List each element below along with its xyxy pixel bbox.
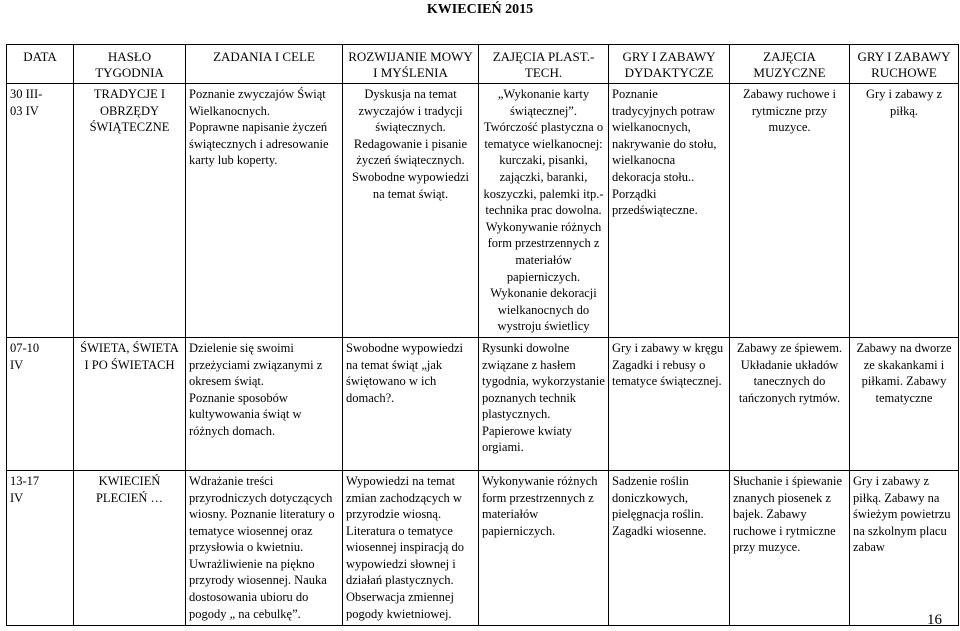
- table-row: [7, 84, 959, 338]
- music-cell: Słuchanie i śpiewanie znanych piosenek z bajek. Zabawy ruchowe i rytmiczne przy muzyce.: [730, 470, 850, 625]
- table-row: [7, 337, 959, 470]
- page-title: KWIECIEŃ 2015: [426, 2, 534, 17]
- music-cell: Zabawy ruchowe i rytmiczne przy muzyce.: [730, 84, 850, 338]
- theme-cell: ŚWIETA, ŚWIETA I PO ŚWIETACH: [74, 337, 186, 470]
- theme-cell: KWIECIEŃ PLECIEŃ …: [74, 470, 186, 625]
- movement-cell: Zabawy na dworze ze skakankami i piłkami. Zabawy tematyczne: [850, 337, 959, 470]
- speech-cell: Swobodne wypowiedzi na temat świąt „jak świętowano w ich domach?.: [343, 337, 479, 470]
- art-cell: Wykonywanie różnych form przestrzennych z materiałów papierniczych.: [479, 470, 609, 625]
- speech-cell: Dyskusja na temat zwyczajów i tradycji świątecznych. Redagowanie i pisanie życzeń świątecznych. Swobodne wypowiedzi na temat świąt.: [343, 84, 479, 338]
- art-cell: Rysunki dowolne związane z hasłem tygodnia, wykorzystanie poznanych technik plastycznych. Papierowe kwiaty orgiami.: [479, 337, 609, 470]
- speech-cell: Wypowiedzi na temat zmian zachodzących w przyrodzie wiosną. Literatura o tematyce wiosennej inspiracją do wypowiedzi słownej i działań plastycznych. Obserwacja zmiennej pogody kwietniowej.: [343, 470, 479, 625]
- movement-cell: Gry i zabawy z piłką. Zabawy na świeżym powietrzu na szkolnym placu zabaw: [850, 470, 959, 625]
- page-number: 16: [927, 612, 942, 628]
- date-cell: 13-17 IV: [7, 470, 74, 625]
- table-row: [7, 470, 959, 625]
- header-music: ZAJĘCIA MUZYCZNE: [730, 45, 850, 84]
- header-theme: HASŁO TYGODNIA: [74, 45, 186, 84]
- table-header-row: [7, 45, 959, 84]
- header-art: ZAJĘCIA PLAST.- TECH.: [479, 45, 609, 84]
- header-didactic: GRY I ZABAWY DYDAKTYCZE: [609, 45, 730, 84]
- didactic-cell: Poznanie tradycyjnych potraw wielkanocnych, nakrywanie do stołu, wielkanocna dekoracja stołu.. Porządki przedświąteczne.: [609, 84, 730, 338]
- didactic-cell: Gry i zabawy w kręgu Zagadki i rebusy o tematyce świątecznej.: [609, 337, 730, 470]
- goals-cell: Wdrażanie treści przyrodniczych dotyczących wiosny. Poznanie literatury o tematyce wiosennej oraz przysłowia o kwietniu. Uwrażliwienie na piękno przyrody wiosennej. Nauka dostosowania ubioru do pogody „ na cebulkę”.: [186, 470, 343, 625]
- didactic-cell: Sadzenie roślin doniczkowych, pielęgnacja roślin. Zagadki wiosenne.: [609, 470, 730, 625]
- date-cell: 30 III- 03 IV: [7, 84, 74, 338]
- header-speech: ROZWIJANIE MOWY I MYŚLENIA: [343, 45, 479, 84]
- music-cell: Zabawy ze śpiewem. Układanie układów tanecznych do tańczonych rytmów.: [730, 337, 850, 470]
- goals-cell: Poznanie zwyczajów Świąt Wielkanocnych. Poprawne napisanie życzeń świątecznych i adresowanie karty lub koperty.: [186, 84, 343, 338]
- header-goals: ZADANIA I CELE: [186, 45, 343, 84]
- goals-cell: Dzielenie się swoimi przeżyciami związanymi z okresem świąt. Poznanie sposobów kultywowania świąt w różnych domach.: [186, 337, 343, 470]
- header-date: DATA: [7, 45, 74, 84]
- theme-cell: TRADYCJE I OBRZĘDY ŚWIĄTECZNE: [74, 84, 186, 338]
- art-cell: „Wykonanie karty świątecznej”. Twórczość plastyczna o tematyce wielkanocnej: kurczaki, pisanki, zajączki, baranki, koszyczki, palemki itp.- technika prac dowolna. Wykonywanie różnych form przestrzennych z materiałów papierniczych. Wykonanie dekoracji wielkanocnych do wystroju świetlicy: [479, 84, 609, 338]
- header-movement: GRY I ZABAWY RUCHOWE: [850, 45, 959, 84]
- lesson-plan-table: [6, 44, 959, 626]
- date-cell: 07-10 IV: [7, 337, 74, 470]
- movement-cell: Gry i zabawy z piłką.: [850, 84, 959, 338]
